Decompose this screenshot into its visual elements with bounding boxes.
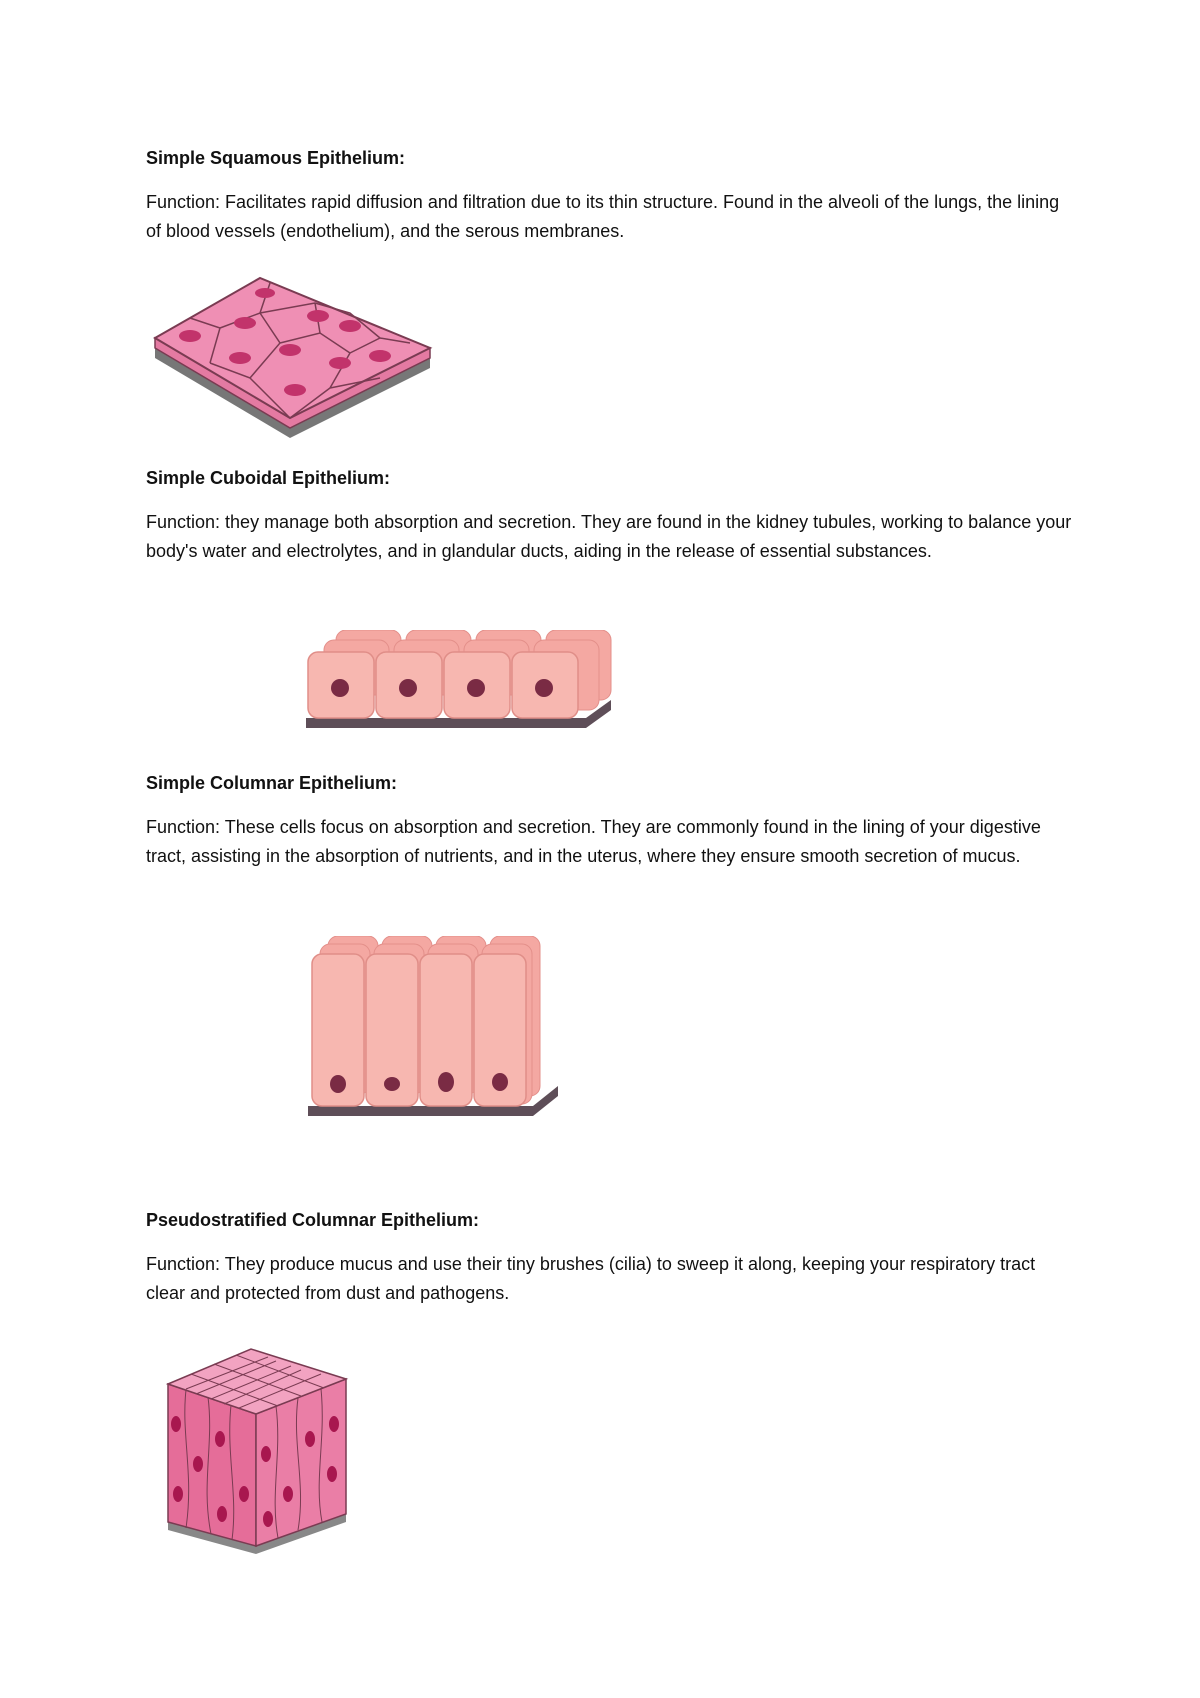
section-heading: Simple Cuboidal Epithelium: — [146, 468, 391, 488]
section-heading: Simple Squamous Epithelium: — [146, 148, 406, 168]
columnar-illustration — [308, 936, 563, 1126]
section-body: Function: They produce mucus and use their tiny brushes (cilia) to sweep it along, keeping your respiratory tract clear and protected from dust and pathogens. — [146, 1254, 1036, 1303]
squamous-illustration — [150, 268, 440, 438]
section-body: Function: These cells focus on absorption and secretion. They are commonly found in the lining of your digestive tract, assisting in the absorption of nutrients, and in the uterus, where they ensure smooth secretion of mucus. — [146, 817, 1041, 866]
pseudostratified-illustration — [156, 1344, 356, 1554]
section-squamous — [146, 146, 1076, 246]
cuboidal-illustration — [306, 630, 616, 735]
section-heading: Simple Columnar Epithelium: — [146, 773, 398, 793]
section-heading: Pseudostratified Columnar Epithelium: — [146, 1210, 480, 1230]
section-pseudostratified — [146, 1208, 1076, 1308]
section-cuboidal — [146, 466, 1076, 566]
section-body: Function: Facilitates rapid diffusion and filtration due to its thin structure. Found in the alveoli of the lungs, the lining of blood vessels (endothelium), and the serous membranes. — [146, 192, 1060, 241]
section-columnar — [146, 771, 1076, 871]
section-body: Function: they manage both absorption and secretion. They are found in the kidney tubules, working to balance your body's water and electrolytes, and in glandular ducts, aiding in the release of essential substances. — [146, 512, 1072, 561]
